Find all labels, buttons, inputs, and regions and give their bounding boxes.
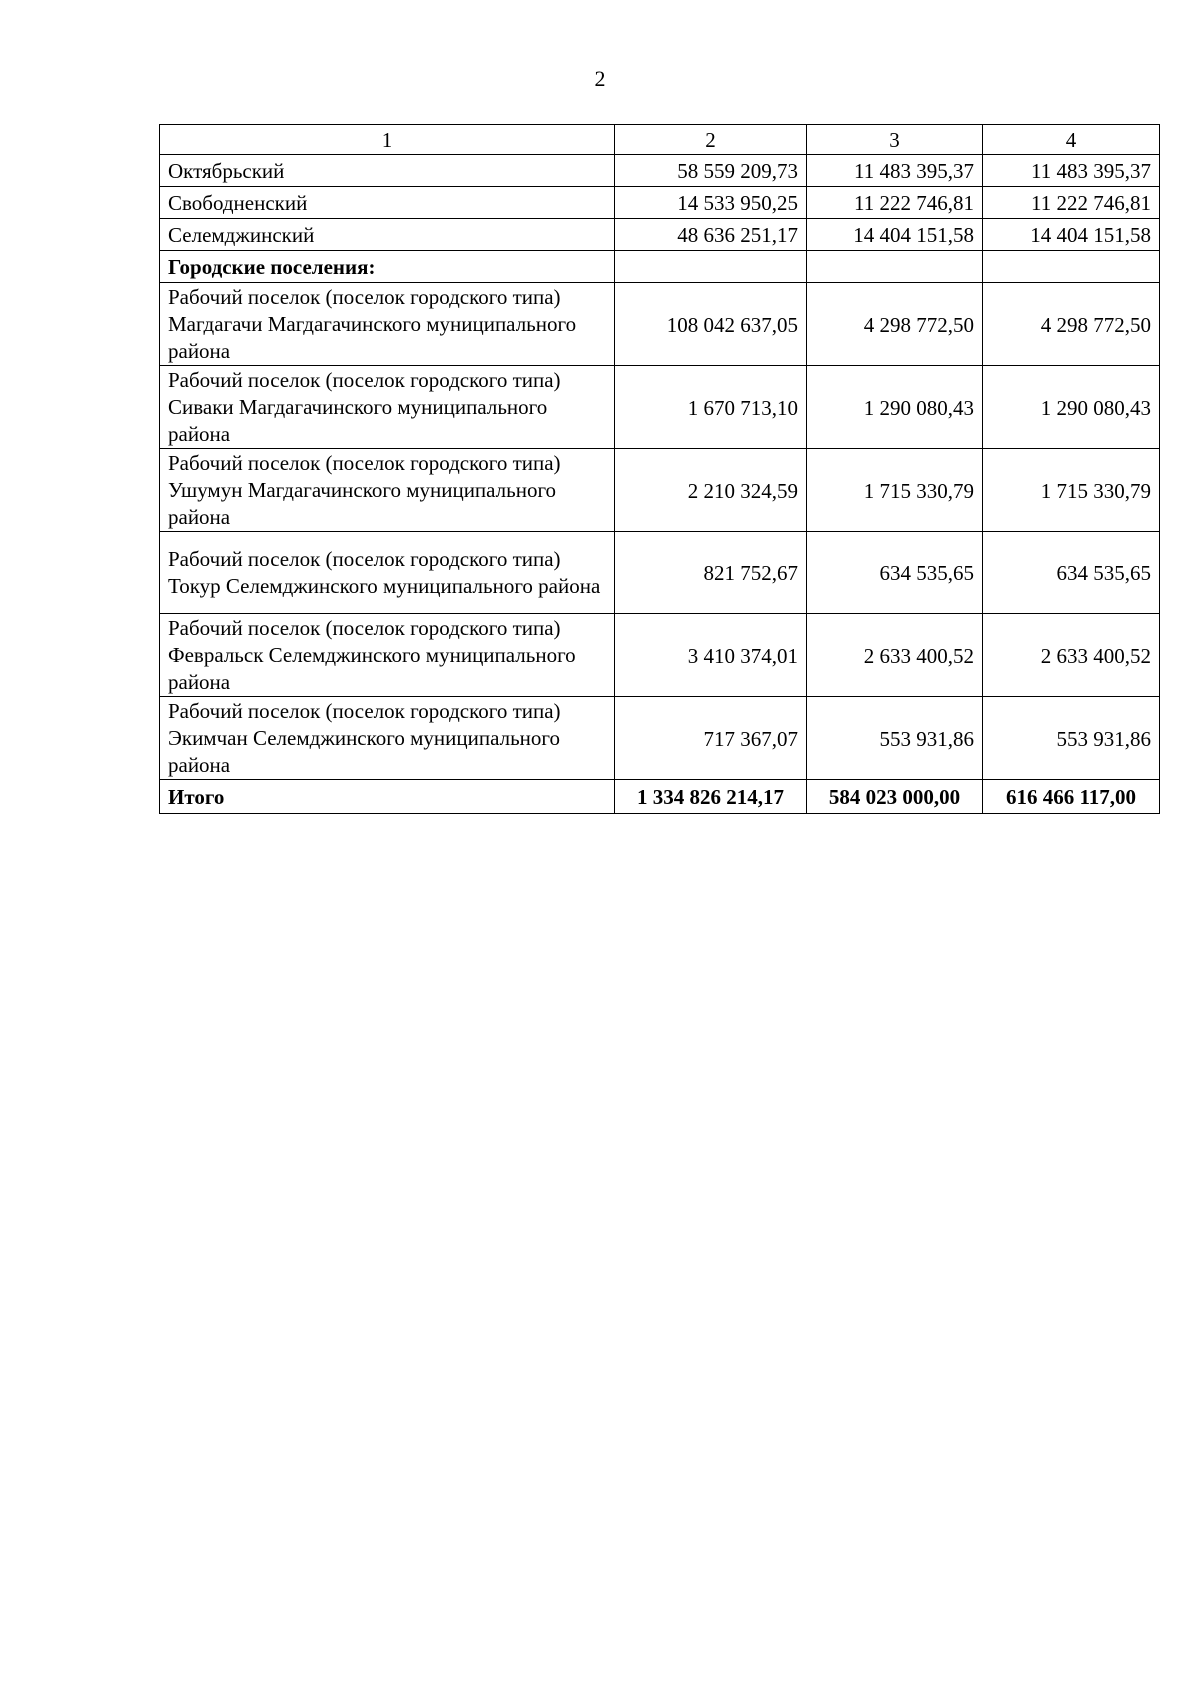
row-value-col3: 634 535,65 [807, 532, 983, 614]
row-value-col2: 48 636 251,17 [615, 219, 807, 251]
page-number: 2 [594, 66, 606, 91]
row-value-col2 [615, 251, 807, 283]
row-value-col4: 553 931,86 [983, 697, 1160, 780]
row-value-col3: 14 404 151,58 [807, 219, 983, 251]
table-row [160, 532, 1160, 614]
row-value-col2: 717 367,07 [615, 697, 807, 780]
allocation-table [159, 124, 1160, 814]
row-value-col4: 1 715 330,79 [983, 449, 1160, 532]
table-row [160, 219, 1160, 251]
row-value-col2: 1 670 713,10 [615, 366, 807, 449]
row-value-col2: 108 042 637,05 [615, 283, 807, 366]
column-header-3: 3 [807, 125, 983, 155]
row-value-col3: 2 633 400,52 [807, 614, 983, 697]
total-label: Итого [160, 780, 615, 814]
table-row [160, 155, 1160, 187]
row-name: Рабочий поселок (поселок городского типа) Магдагачи Магдагачинского муниципального района [160, 283, 615, 366]
column-header-1: 1 [160, 125, 615, 155]
table-row [160, 697, 1160, 780]
row-name: Рабочий поселок (поселок городского типа) Ушумун Магдагачинского муниципального района [160, 449, 615, 532]
row-value-col3: 1 290 080,43 [807, 366, 983, 449]
row-name: Рабочий поселок (поселок городского типа) Экимчан Селемджинского муниципального района [160, 697, 615, 780]
row-value-col4: 11 483 395,37 [983, 155, 1160, 187]
header-row [160, 125, 1160, 155]
row-value-col4: 2 633 400,52 [983, 614, 1160, 697]
column-header-4: 4 [983, 125, 1160, 155]
table-row [160, 366, 1160, 449]
row-value-col3: 11 483 395,37 [807, 155, 983, 187]
row-value-col4: 4 298 772,50 [983, 283, 1160, 366]
row-value-col4: 1 290 080,43 [983, 366, 1160, 449]
row-name: Рабочий поселок (поселок городского типа) Сиваки Магдагачинского муниципального района [160, 366, 615, 449]
table-row [160, 449, 1160, 532]
row-name: Селемджинский [160, 219, 615, 251]
total-row [160, 780, 1160, 814]
row-value-col2: 2 210 324,59 [615, 449, 807, 532]
row-value-col4: 11 222 746,81 [983, 187, 1160, 219]
table-row [160, 187, 1160, 219]
row-value-col3: 1 715 330,79 [807, 449, 983, 532]
section-title: Городские поселения: [160, 251, 615, 283]
row-value-col3: 4 298 772,50 [807, 283, 983, 366]
row-name: Октябрьский [160, 155, 615, 187]
row-value-col3 [807, 251, 983, 283]
total-value-col3: 584 023 000,00 [807, 780, 983, 814]
row-value-col3: 11 222 746,81 [807, 187, 983, 219]
row-value-col2: 821 752,67 [615, 532, 807, 614]
section-header-row [160, 251, 1160, 283]
total-value-col2: 1 334 826 214,17 [615, 780, 807, 814]
row-value-col4: 14 404 151,58 [983, 219, 1160, 251]
row-name: Свободненский [160, 187, 615, 219]
row-name: Рабочий поселок (поселок городского типа) Токур Селемджинского муниципального района [160, 532, 615, 614]
row-value-col2: 58 559 209,73 [615, 155, 807, 187]
row-value-col4: 634 535,65 [983, 532, 1160, 614]
column-header-2: 2 [615, 125, 807, 155]
row-value-col2: 14 533 950,25 [615, 187, 807, 219]
table-row [160, 614, 1160, 697]
total-value-col4: 616 466 117,00 [983, 780, 1160, 814]
row-value-col4 [983, 251, 1160, 283]
row-value-col2: 3 410 374,01 [615, 614, 807, 697]
table-row [160, 283, 1160, 366]
row-value-col3: 553 931,86 [807, 697, 983, 780]
row-name: Рабочий поселок (поселок городского типа) Февральск Селемджинского муниципального района [160, 614, 615, 697]
